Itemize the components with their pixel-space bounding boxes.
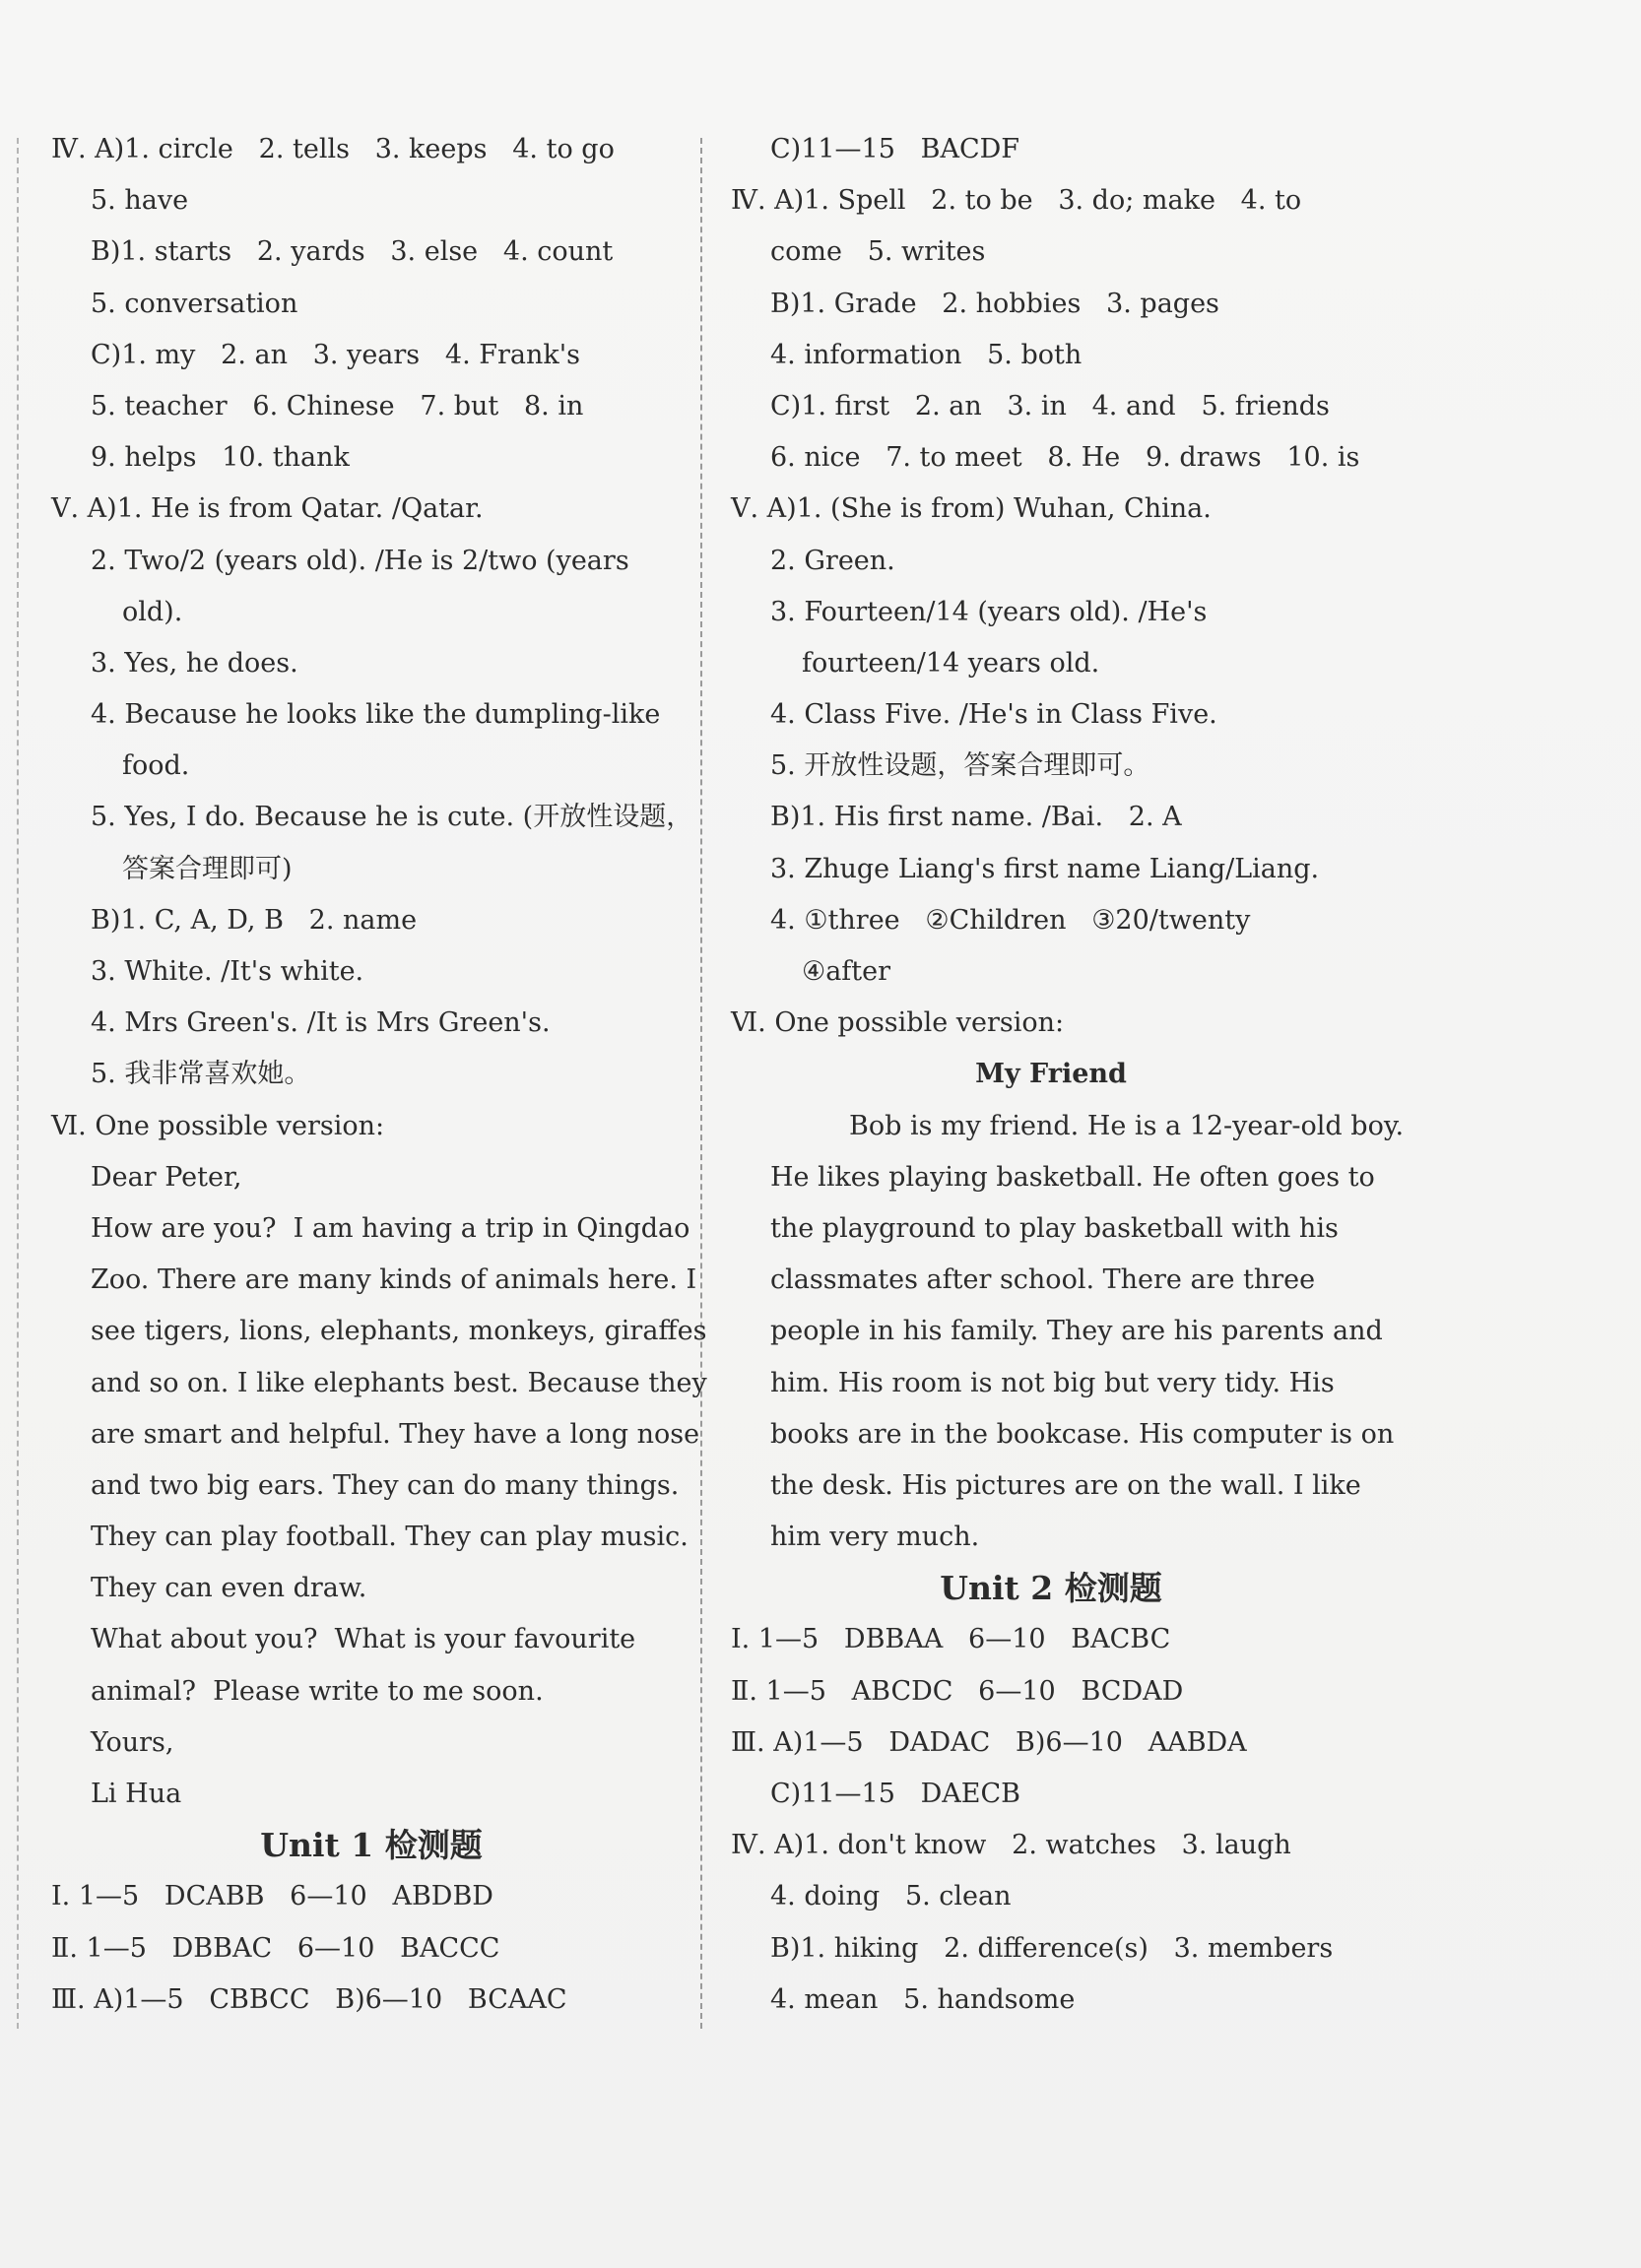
answer-line: 3. Yes, he does. (91, 647, 298, 679)
unit-1-title: Unit 1 检测题 (260, 1826, 483, 1865)
answer-line: B)1. C, A, D, B 2. name (91, 904, 418, 936)
answer-line: fourteen/14 years old. (802, 647, 1100, 679)
answer-line: 4. mean 5. handsome (770, 1983, 1076, 2015)
answer-line: Ⅱ. 1—5 DBBAC 6—10 BACCC (51, 1932, 500, 1964)
letter-line: are smart and helpful. They have a long nose (91, 1418, 700, 1450)
answer-line: B)1. Grade 2. hobbies 3. pages (770, 288, 1219, 319)
column-divider (700, 138, 702, 2029)
letter-line: How are you? I am having a trip in Qingdao (91, 1212, 690, 1244)
letter-line: see tigers, lions, elephants, monkeys, giraffes (91, 1316, 707, 1347)
answer-line: B)1. starts 2. yards 3. else 4. count (91, 236, 614, 268)
letter-line: animal? Please write to me soon. (91, 1675, 544, 1707)
answer-line: Ⅴ. A)1. He is from Qatar. /Qatar. (51, 493, 484, 525)
essay-line: Bob is my friend. He is a 12-year-old boy. (849, 1110, 1405, 1141)
answer-line: B)1. hiking 2. difference(s) 3. members (770, 1932, 1334, 1964)
letter-line: What about you? What is your favourite (91, 1624, 636, 1655)
answer-line: 5. 我非常喜欢她。 (91, 1059, 311, 1090)
left-margin-divider (17, 138, 19, 2029)
answer-line: food. (122, 750, 190, 782)
answer-line: 5. teacher 6. Chinese 7. but 8. in (91, 390, 584, 421)
answer-line: 4. Mrs Green's. /It is Mrs Green's. (91, 1007, 551, 1039)
answer-line: Ⅲ. A)1—5 CBBCC B)6—10 BCAAC (51, 1983, 567, 2015)
answer-line: Ⅳ. A)1. don't know 2. watches 3. laugh (731, 1830, 1291, 1861)
answer-line: 4. information 5. both (770, 339, 1083, 370)
essay-line: people in his family. They are his parents and (770, 1316, 1383, 1347)
answer-line: Ⅰ. 1—5 DCABB 6—10 ABDBD (51, 1881, 493, 1912)
answer-line: Ⅲ. A)1—5 DADAC B)6—10 AABDA (731, 1726, 1247, 1758)
right-column (731, 124, 1405, 2026)
answer-line: Ⅱ. 1—5 ABCDC 6—10 BCDAD (731, 1675, 1184, 1707)
answer-line: 4. Class Five. /He's in Class Five. (770, 699, 1217, 731)
unit-2-title: Unit 2 检测题 (940, 1569, 1162, 1608)
answer-line: 3. Fourteen/14 (years old). /He's (770, 596, 1208, 627)
answer-line: 答案合理即可) (122, 853, 293, 884)
answer-line: 4. doing 5. clean (770, 1881, 1012, 1912)
letter-line: Dear Peter, (91, 1161, 242, 1193)
essay-line: He likes playing basketball. He often goes to (770, 1161, 1375, 1193)
answer-line: C)1. my 2. an 3. years 4. Frank's (91, 339, 581, 370)
essay-line: him very much. (770, 1522, 980, 1553)
letter-line: and so on. I like elephants best. Because they (91, 1367, 707, 1398)
answer-line: 3. Zhuge Liang's first name Liang/Liang. (770, 853, 1320, 884)
letter-line: Yours, (91, 1726, 174, 1758)
answer-line: 4. ①three ②Children ③20/twenty (770, 904, 1251, 936)
letter-line: They can play football. They can play music. (91, 1522, 689, 1553)
letter-line: They can even draw. (91, 1573, 367, 1604)
essay-line: books are in the bookcase. His computer is on (770, 1418, 1395, 1450)
answer-line: 5. Yes, I do. Because he is cute. (开放性设题， (91, 802, 693, 833)
answer-line: 9. helps 10. thank (91, 442, 350, 474)
answer-line: Ⅰ. 1—5 DBBAA 6—10 BACBC (731, 1624, 1171, 1655)
left-column (51, 124, 707, 2026)
answer-line: come 5. writes (770, 236, 986, 268)
letter-line: Zoo. There are many kinds of animals here. I (91, 1264, 697, 1296)
answer-line: B)1. His first name. /Bai. 2. A (770, 802, 1182, 833)
essay-line: the playground to play basketball with his (770, 1212, 1339, 1244)
answer-line: 2. Two/2 (years old). /He is 2/two (years (91, 545, 629, 576)
answer-line: Ⅵ. One possible version: (731, 1007, 1065, 1039)
answer-line: 6. nice 7. to meet 8. He 9. draws 10. is (770, 442, 1360, 474)
answer-line: Ⅵ. One possible version: (51, 1110, 385, 1141)
answer-line: C)11—15 BACDF (770, 134, 1020, 164)
essay-line: classmates after school. There are three (770, 1264, 1316, 1296)
essay-line: the desk. His pictures are on the wall. I like (770, 1469, 1361, 1501)
answer-line: Ⅳ. A)1. circle 2. tells 3. keeps 4. to go (51, 134, 615, 164)
answer-line: 5. 开放性设题，答案合理即可。 (770, 750, 1150, 782)
answer-line: 5. have (91, 185, 189, 217)
essay-title: My Friend (975, 1059, 1127, 1090)
answer-line: 2. Green. (770, 545, 895, 576)
answer-line: old). (122, 596, 183, 627)
answer-line: C)1. first 2. an 3. in 4. and 5. friends (770, 390, 1330, 421)
answer-line: 3. White. /It's white. (91, 956, 364, 987)
answer-line: 5. conversation (91, 288, 298, 319)
letter-line: and two big ears. They can do many things. (91, 1469, 680, 1501)
answer-line: ④after (802, 956, 891, 987)
essay-line: him. His room is not big but very tidy. His (770, 1367, 1335, 1398)
answer-line: Ⅴ. A)1. (She is from) Wuhan, China. (731, 493, 1212, 525)
letter-line: Li Hua (91, 1779, 182, 1809)
answer-line: Ⅳ. A)1. Spell 2. to be 3. do; make 4. to (731, 185, 1302, 217)
answer-line: 4. Because he looks like the dumpling-like (91, 699, 661, 731)
answer-line: C)11—15 DAECB (770, 1779, 1021, 1809)
